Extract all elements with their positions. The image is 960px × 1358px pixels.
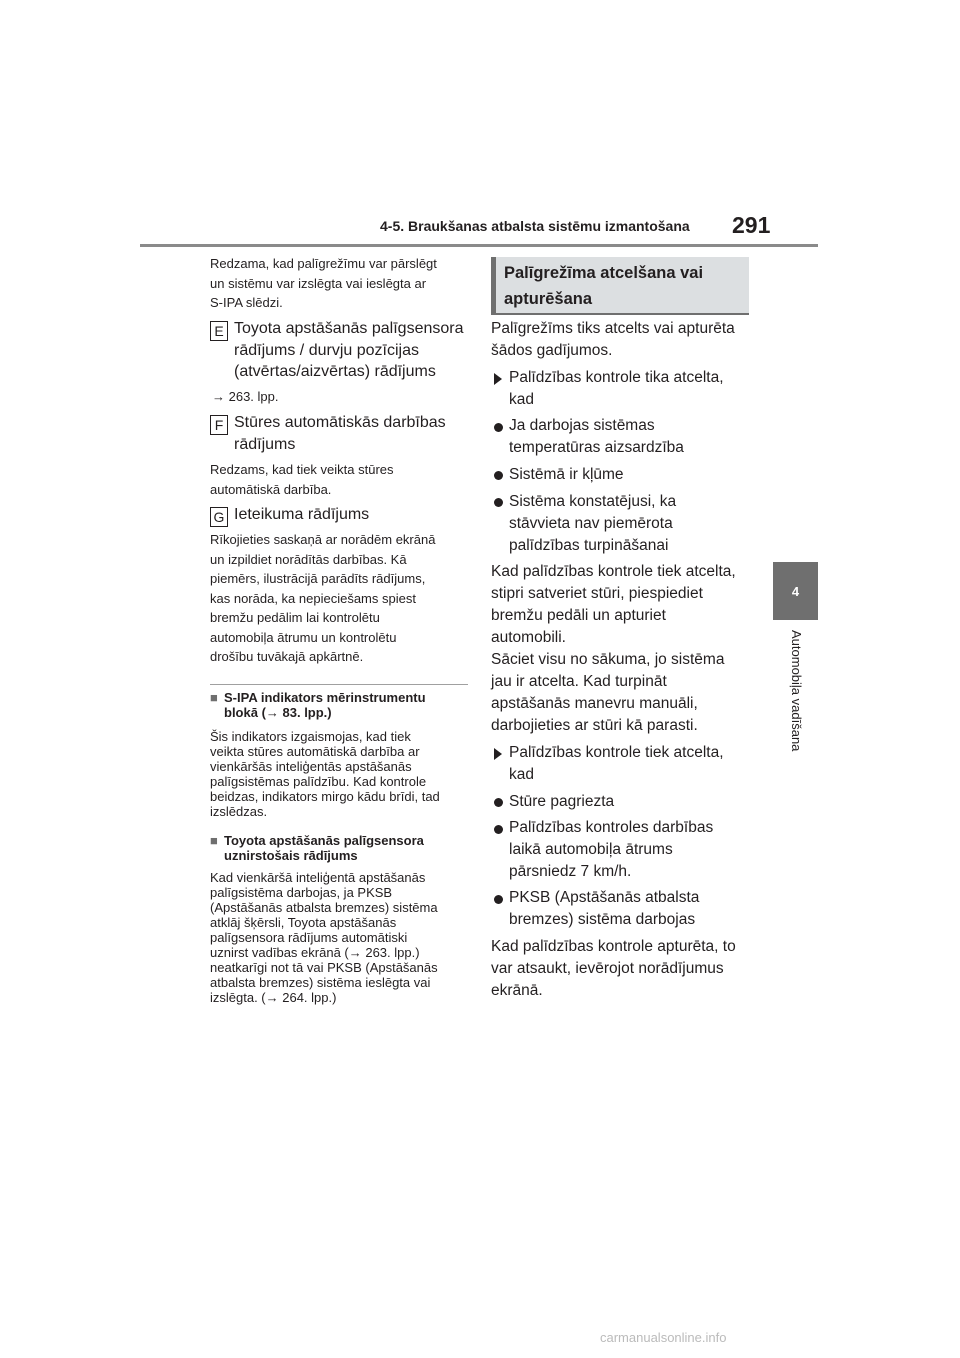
- dot-bullet-icon: [494, 498, 503, 507]
- cancel-item: Sistēmā ir kļūme: [509, 466, 624, 483]
- cancel-item: Sistēma konstatējusi, ka stāvvieta nav piemērota palīdzības turpināšanai: [509, 493, 677, 554]
- item-f-desc: Redzams, kad tiek veikta stūres automātiskā darbība.: [210, 462, 394, 497]
- watermark: carmanualsonline.info: [600, 1330, 727, 1345]
- note-marker: ■: [210, 690, 218, 705]
- chapter-tab: [773, 562, 818, 620]
- notes-divider: [210, 684, 468, 685]
- section-heading: Palīgrežīma atcelšana vai apturēšana: [504, 264, 704, 308]
- note-title: Toyota apstāšanās palīgsensora uznirstošais rādījums: [224, 833, 424, 863]
- cancel-item: Ja darbojas sistēmas temperatūras aizsardzība: [509, 417, 684, 456]
- header-rule: [140, 244, 818, 247]
- dot-bullet-icon: [494, 798, 503, 807]
- page-number: 291: [732, 212, 771, 238]
- note-s-ipa-body: Šis indikators izgaismojas, kad tiek veikta stūres automātiskā darbība ar vienkāršās inteliģentās apstāšanās palīgsistēmas palīdzību. Kad kontrole beidzas, indikators mirgo kādu brīdi, tad izslēdzas.: [210, 729, 440, 819]
- right-intro: Palīgrežīms tiks atcelts vai apturēta šādos gadījumos.: [491, 320, 735, 359]
- pause-item: Stūre pagriezta: [509, 793, 615, 810]
- item-e-ref: → 263. lpp.: [212, 389, 279, 404]
- item-f-badge: F: [210, 415, 228, 435]
- item-g-badge: G: [210, 507, 228, 527]
- pause-item: PKSB (Apstāšanās atbalsta bremzes) sistēma darbojas: [509, 889, 700, 928]
- item-e-badge: E: [210, 321, 228, 341]
- triangle-bullet-icon: [494, 373, 502, 385]
- pause-item: Palīdzības kontroles darbības laikā automobiļa ātrums pārsniedz 7 km/h.: [509, 819, 714, 880]
- pause-heading: Palīdzības kontrole tiek atcelta, kad: [509, 744, 724, 783]
- header-section-title: 4-5. Braukšanas atbalsta sistēmu izmantošana: [380, 218, 690, 234]
- item-e-title: Toyota apstāšanās palīgsensora rādījums / durvju pozīcijas (atvērtas/aizvērtas) rādījums: [234, 320, 464, 380]
- note-title: S-IPA indikators mērinstrumentu blokā (→ 83. lpp.): [224, 690, 426, 720]
- dot-bullet-icon: [494, 423, 503, 432]
- pause-paragraph: Kad palīdzības kontrole apturēta, to var atsaukt, ievērojot norādījumus ekrānā.: [491, 938, 736, 999]
- note-popup-body: Kad vienkāršā inteliģentā apstāšanās palīgsistēma darbojas, ja PKSB (Apstāšanās atbalsta bremzes) sistēma atklāj šķērsli, Toyota apstāšanās palīgsensora rādījums automātiski uznirst vadības ekrānā (→ 263. lpp.) neatkarīgi not tā vai PKSB (Apstāšanās atbalsta bremzes) sistēma ieslēgta vai izslēgta. (→ 264. lpp.): [210, 870, 438, 1005]
- item-f-title: Stūres automātiskās darbības rādījums: [234, 414, 446, 453]
- dot-bullet-icon: [494, 825, 503, 834]
- dot-bullet-icon: [494, 895, 503, 904]
- chapter-number: 4: [791, 583, 800, 599]
- dot-bullet-icon: [494, 471, 503, 480]
- triangle-bullet-icon: [494, 748, 502, 760]
- section-heading-bar: [491, 257, 496, 313]
- cancel-heading: Palīdzības kontrole tika atcelta, kad: [509, 369, 724, 408]
- note-marker: ■: [210, 833, 218, 848]
- section-heading-rule: [491, 313, 749, 315]
- chapter-label: Automobiļa vadīšana: [789, 630, 804, 752]
- cancel-paragraph: Kad palīdzības kontrole tiek atcelta, stipri satveriet stūri, piespiediet bremžu pedāli un apturiet automobili. Sāciet visu no sākuma, jo sistēma jau ir atcelta. Kad turpināt apstāšanās manevru manuāli, darbojieties ar stūri kā parasti.: [491, 563, 736, 734]
- item-g-title: Ieteikuma rādījums: [234, 506, 370, 523]
- item-g-desc: Rīkojieties saskaņā ar norādēm ekrānā un izpildiet norādītās darbības. Kā piemērs, ilustrācijā parādīts rādījums, kas norāda, ka nepieciešams spiest bremžu pedālim lai kontrolētu automobiļa ātrumu un kontrolētu drošību tuvākajā apkārtnē.: [210, 532, 436, 664]
- intro-text: Redzama, kad palīgrežīmu var pārslēgt un sistēmu var izslēgta vai ieslēgta ar S-IPA slēdzi.: [210, 256, 437, 310]
